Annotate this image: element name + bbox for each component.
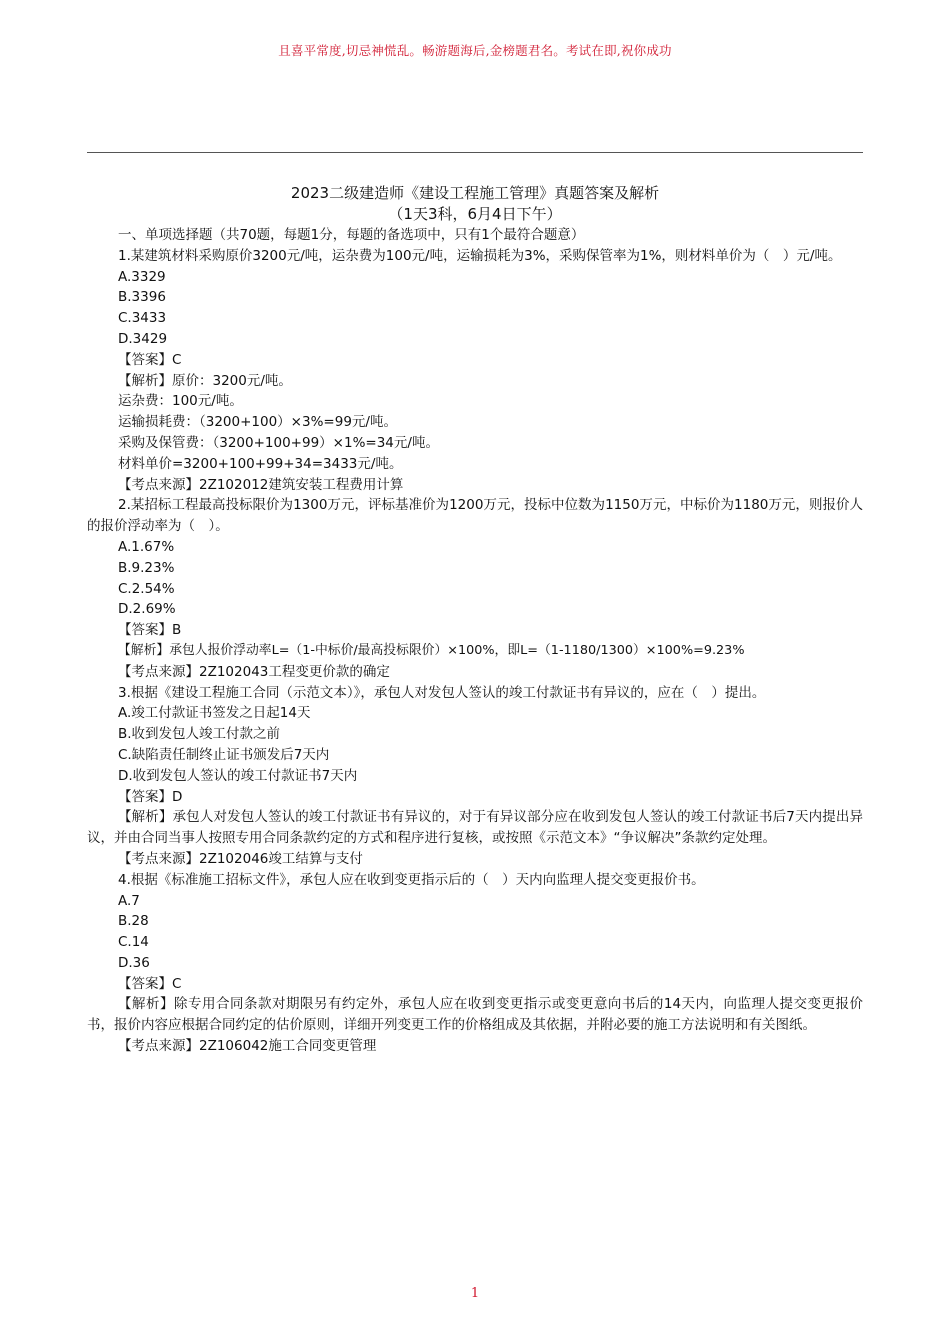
document-body	[87, 183, 863, 1057]
question-1-stem: 1.某建筑材料采购原价3200元/吨，运杂费为100元/吨，运输损耗为3%，采购保管率为1%，则材料单价为（ ）元/吨。	[118, 247, 842, 264]
header-divider	[87, 152, 863, 153]
page-header-banner: 且喜平常度,切忌神慌乱。畅游题海后,金榜题君名。考试在即,祝你成功	[278, 43, 672, 58]
question-3-option-c: C.缺陷责任制终止证书颁发后7天内	[118, 746, 330, 763]
question-2-analysis: 【解析】承包人报价浮动率L=（1-中标价/最高投标限价）×100%，即L=（1-1180/1300）×100%=9.23%	[118, 642, 745, 658]
question-4-option-d: D.36	[118, 954, 150, 971]
question-3-source: 【考点来源】2Z102046竣工结算与支付	[118, 850, 363, 867]
question-3-answer: 【答案】D	[118, 788, 183, 805]
question-3-analysis: 【解析】承包人对发包人签认的竣工付款证书有异议的，对于有异议部分应在收到发包人签认的竣工付款证书后7天内提出异议，并由合同当事人按照专用合同条款约定的方式和程序进行复核，或按照《示范文本》“争议解决”条款约定处理。	[87, 809, 863, 847]
question-2-stem: 2.某招标工程最高投标限价为1300万元，评标基准价为1200万元，投标中位数为1150万元，中标价为1180万元，则报价人的报价浮动率为（ ）。	[87, 497, 863, 535]
question-3-option-a: A.竣工付款证书签发之日起14天	[118, 705, 311, 722]
question-1-analysis-line: 【解析】原价：3200元/吨。	[118, 372, 292, 389]
question-4-source: 【考点来源】2Z106042施工合同变更管理	[118, 1038, 377, 1055]
question-4-option-b: B.28	[118, 913, 149, 930]
document-title: 2023二级建造师《建设工程施工管理》真题答案及解析	[290, 184, 660, 202]
question-4-option-c: C.14	[118, 934, 149, 951]
question-1-analysis-line: 运输损耗费：（3200+100）×3%=99元/吨。	[118, 414, 397, 431]
question-2-answer: 【答案】B	[118, 622, 182, 639]
question-2-option-c: C.2.54%	[118, 580, 175, 597]
question-1-option-b: B.3396	[118, 289, 166, 306]
question-2-option-a: A.1.67%	[118, 538, 175, 555]
question-1-option-c: C.3433	[118, 310, 167, 327]
question-4-answer: 【答案】C	[118, 975, 182, 992]
question-4-analysis: 【解析】除专用合同条款对期限另有约定外，承包人应在收到变更指示或变更意向书后的14天内，向监理人提交变更报价书，报价内容应根据合同约定的估价原则，详细开列变更工作的价格组成及其依据，并附必要的施工方法说明和有关图纸。	[87, 996, 863, 1034]
document-subtitle: （1天3科，6月4日下午）	[388, 205, 562, 223]
question-1-analysis-line: 材料单价=3200+100+99+34=3433元/吨。	[118, 455, 403, 472]
question-1-source: 【考点来源】2Z102012建筑安装工程费用计算	[118, 476, 404, 493]
question-3-option-d: D.收到发包人签认的竣工付款证书7天内	[118, 767, 358, 784]
question-1-analysis-line: 运杂费：100元/吨。	[118, 393, 243, 410]
question-4-option-a: A.7	[118, 892, 140, 909]
question-3-stem: 3.根据《建设工程施工合同（示范文本）》，承包人对发包人签认的竣工付款证书有异议的，应在（ ）提出。	[118, 684, 766, 701]
question-2-source: 【考点来源】2Z102043工程变更价款的确定	[118, 663, 390, 680]
question-1-answer: 【答案】C	[118, 351, 182, 368]
question-4-stem: 4.根据《标准施工招标文件》，承包人应在收到变更指示后的（ ）天内向监理人提交变更报价书。	[118, 871, 705, 888]
question-2-option-b: B.9.23%	[118, 559, 175, 576]
question-1-option-a: A.3329	[118, 268, 166, 285]
section-heading: 一、单项选择题（共70题，每题1分，每题的备选项中，只有1个最符合题意）	[118, 227, 585, 243]
question-2-option-d: D.2.69%	[118, 601, 176, 618]
question-1-option-d: D.3429	[118, 330, 168, 347]
page-number: 1	[470, 1286, 480, 1301]
question-1-analysis-line: 采购及保管费：（3200+100+99）×1%=34元/吨。	[118, 434, 439, 451]
question-3-option-b: B.收到发包人竣工付款之前	[118, 726, 281, 743]
